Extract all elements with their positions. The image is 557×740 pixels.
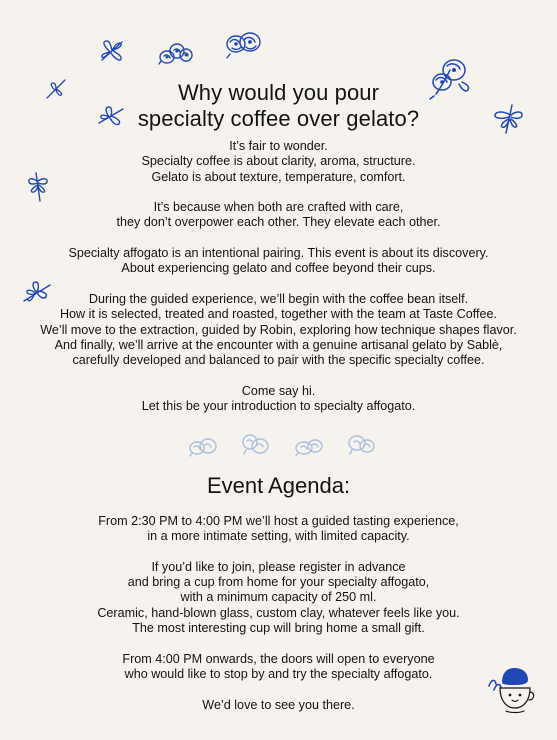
intro-paragraph (0, 246, 557, 277)
divider-flower-icon (188, 436, 218, 458)
text-line: Specialty coffee is about clarity, aroma, structure. (141, 154, 416, 169)
text-line: During the guided experience, we’ll begin with the coffee bean itself. (88, 291, 469, 306)
text-line: We’d love to see you there. (202, 697, 355, 712)
text-line: Ceramic, hand-blown glass, custom clay, whatever feels like you. (97, 605, 460, 620)
text-line: they don’t overpower each other. They elevate each other. (116, 215, 441, 230)
agenda-paragraph (0, 560, 557, 636)
divider-flower-icon (346, 432, 376, 458)
text-line: It’s fair to wonder. (229, 139, 328, 153)
text-line: And finally, we’ll arrive at the encounter with a genuine artisanal gelato by Sablè, (54, 337, 503, 352)
text-line: in a more intimate setting, with limited capacity. (147, 529, 410, 544)
text-line: About experiencing gelato and coffee beyond their cups. (121, 261, 436, 276)
agenda-section (0, 514, 557, 713)
page-title-line-1: Why would you pour (177, 80, 380, 105)
agenda-paragraph (0, 652, 557, 683)
intro-paragraph (0, 139, 557, 185)
intro-paragraph (0, 384, 557, 415)
text-line: It’s because when both are crafted with care, (153, 200, 404, 215)
intro-paragraph (0, 200, 557, 231)
text-line: Come say hi. (241, 383, 316, 398)
agenda-title: Event Agenda: (206, 473, 351, 498)
text-line: Gelato is about texture, temperature, comfort. (151, 169, 406, 184)
text-line: Let this be your introduction to specialty affogato. (141, 399, 416, 414)
page-title (0, 80, 557, 132)
divider-flower-icon (294, 436, 324, 458)
text-line: The most interesting cup will bring home a small gift. (132, 621, 425, 636)
text-line: carefully developed and balanced to pair with the specific specialty coffee. (72, 353, 485, 368)
text-line: From 4:00 PM onwards, the doors will open to everyone (122, 651, 435, 666)
intro-paragraph (0, 292, 557, 368)
flower-doodle-icon (157, 39, 195, 67)
page-title-line-2: specialty coffee over gelato? (137, 106, 420, 131)
text-line: Specialty affogato is an intentional pairing. This event is about its discovery. (68, 246, 489, 261)
text-line: and bring a cup from home for your specialty affogato, (127, 575, 430, 590)
flower-doodle-icon (224, 28, 264, 60)
text-line: From 2:30 PM to 4:00 PM we’ll host a guided tasting experience, (98, 514, 459, 528)
text-line: How it is selected, treated and roasted, together with the team at Taste Coffee. (59, 307, 498, 322)
dragonfly-doodle-icon (98, 38, 126, 64)
agenda-paragraph (0, 514, 557, 545)
agenda-paragraph (0, 698, 557, 713)
intro-section (0, 139, 557, 414)
text-line: who would like to stop by and try the specialty affogato. (124, 666, 433, 681)
gelato-cup-doodle-icon (486, 664, 536, 716)
divider-flower-icon (240, 432, 270, 458)
text-line: If you’d like to join, please register in advance (151, 559, 406, 574)
text-line: with a minimum capacity of 250 ml. (180, 590, 377, 605)
text-line: We’ll move to the extraction, guided by Robin, exploring how technique shapes flavor. (40, 322, 517, 337)
